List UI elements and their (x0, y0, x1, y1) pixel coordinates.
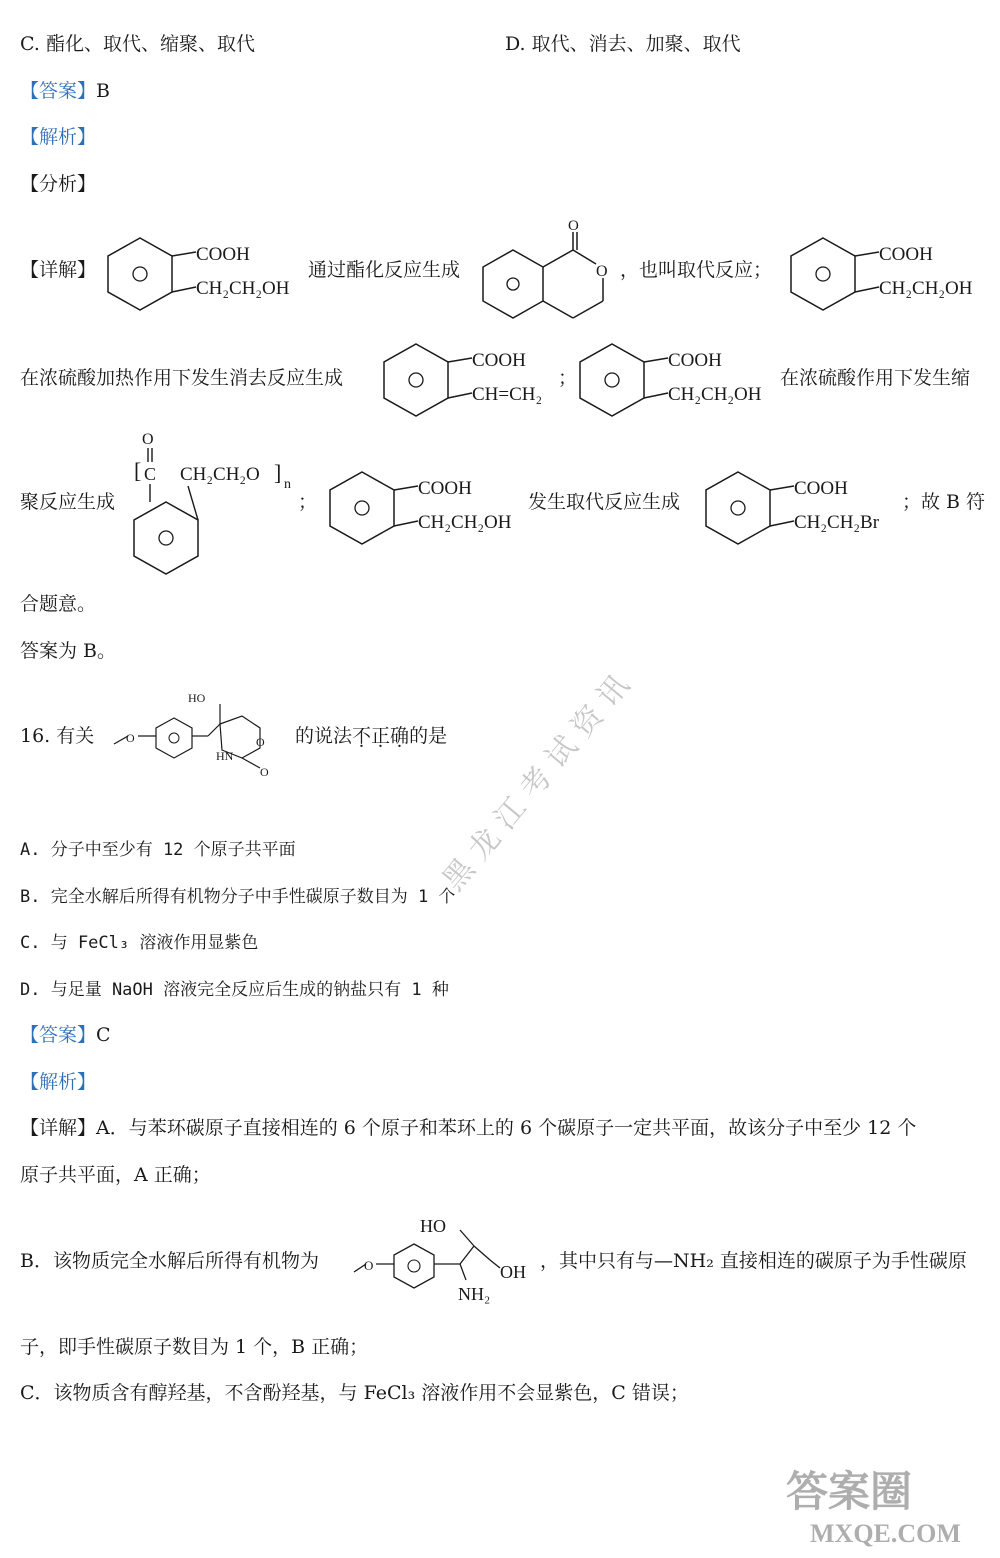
emph-char-2: 正 (371, 725, 391, 747)
methoxy-o-label: O (364, 1258, 374, 1273)
ch2ch2oh-label: CH₂CH₂OH (196, 278, 290, 299)
answer-line-16 (20, 1021, 111, 1049)
answer-value: C (96, 1024, 111, 1046)
detail-c-line: C．该物质含有醇羟基，不含酚羟基，与 FeCl₃ 溶液作用不会显紫色，C 错误； (20, 1382, 689, 1404)
ho-label: HO (420, 1216, 446, 1236)
logo-text: 答案圈 (786, 1470, 913, 1516)
structure-benzene-cooh-ch2ch2oh-4 (322, 466, 532, 546)
polymer-o-label: O (142, 431, 154, 448)
watermark-text: 黑龙江考试资讯 (436, 660, 643, 898)
ch2ch2oh-label: CH₂CH₂OH (879, 278, 973, 299)
hn-label: HN (216, 749, 234, 763)
detail-tag-16: 【详解】 (20, 1117, 97, 1139)
structure-hydrolysis-product (350, 1212, 540, 1308)
cooh-label: COOH (472, 350, 526, 371)
answer-tag: 【答案】 (20, 1024, 97, 1046)
site-logo (780, 1460, 990, 1550)
option-d: D. 取代、消去、加聚、取代 (505, 33, 741, 55)
structure-benzene-cooh-ch2ch2oh-1 (100, 232, 310, 312)
carbonyl-o-label: O (260, 765, 269, 779)
detail-a-line-2: 原子共平面，A 正确； (20, 1164, 211, 1186)
bracket-left: [ (134, 458, 142, 483)
q16-option-d: D. 与足量 NaOH 溶液完全反应后生成的钠盐只有 1 种 (20, 980, 449, 1000)
cooh-label: COOH (794, 478, 848, 499)
cooh-label: COOH (879, 244, 933, 265)
text-polymerization: 聚反应生成 (20, 491, 116, 513)
text-elimination: 在浓硫酸加热作用下发生消去反应生成 (20, 367, 344, 389)
structure-q16-oxazinanone (110, 688, 290, 782)
q16-stem-prefix: 16. 有关 (20, 725, 95, 747)
q16-stem-suffix: 的是 (409, 725, 448, 747)
answer-tag: 【答案】 (20, 80, 97, 102)
text-substitution: ，也叫取代反应； (620, 259, 773, 281)
bracket-right: ] (274, 460, 282, 485)
polymer-c-label: C (144, 464, 157, 484)
methoxy-o-label: O (126, 731, 135, 745)
cooh-label: COOH (418, 478, 472, 499)
logo-url: MXQE.COM (810, 1519, 961, 1548)
structure-benzene-cooh-ch2ch2br (698, 466, 908, 546)
text-answer-b: 答案为 B。 (20, 640, 117, 662)
answer-value: B (96, 80, 110, 102)
text-condensation: 在浓硫酸作用下发生缩 (780, 367, 971, 389)
cooh-label: COOH (668, 350, 722, 371)
q16-option-a: A. 分子中至少有 12 个原子共平面 (20, 840, 296, 860)
text-substitution-2: 发生取代反应生成 (528, 491, 681, 513)
q16-stem-rest (295, 722, 447, 750)
answer-line-15 (20, 77, 110, 105)
detail-b-line-2: 子，即手性碳原子数目为 1 个，B 正确； (20, 1336, 369, 1358)
q16-stem-mid: 的说法 (295, 725, 353, 747)
oh-label: OH (500, 1262, 526, 1282)
text-semicolon-2: ； (298, 491, 318, 513)
emph-char-1: 不 (352, 725, 372, 747)
structure-benzene-cooh-vinyl (376, 338, 556, 418)
structure-benzene-cooh-ch2ch2oh-3 (572, 338, 782, 418)
text-so-b: ；故 B 符 (902, 491, 986, 513)
ho-label: HO (188, 691, 206, 705)
cooh-label: COOH (196, 244, 250, 265)
q16-option-b: B. 完全水解后所得有机物分子中手性碳原子数目为 1 个 (20, 887, 456, 907)
ch2ch2oh-label: CH₂CH₂OH (668, 384, 762, 405)
structure-benzene-cooh-ch2ch2oh-2 (783, 232, 993, 312)
detail-a-line-1 (20, 1114, 916, 1142)
text-conclusion: 合题意。 (20, 593, 97, 615)
analysis-tag-16: 【解析】 (20, 1071, 97, 1093)
polymer-chain-label: CH₂CH₂O (180, 464, 260, 485)
structure-lactone (478, 216, 628, 320)
structure-polyester (124, 426, 304, 576)
detail-b-line-1: B．该物质完全水解后所得有机物为 (20, 1250, 319, 1272)
q16-option-c: C. 与 FeCl₃ 溶液作用显紫色 (20, 933, 259, 953)
detail-b-line-1b: ，其中只有与—NH₂ 直接相连的碳原子为手性碳原 (540, 1250, 967, 1272)
analysis-tag: 【解析】 (20, 126, 97, 148)
detail-tag: 【详解】 (20, 259, 97, 281)
text-esterification: 通过酯化反应生成 (308, 259, 461, 281)
nh2-label: NH₂ (458, 1284, 491, 1304)
ch2ch2oh-label: CH₂CH₂OH (418, 512, 512, 533)
text-semicolon-1: ； (558, 367, 578, 389)
ring-o-label: O (596, 263, 608, 280)
option-c: C. 酯化、取代、缩聚、取代 (20, 33, 255, 55)
emph-char-3: 确 (390, 725, 410, 747)
ch2ch2br-label: CH₂CH₂Br (794, 512, 880, 533)
fenxi-tag: 【分析】 (20, 173, 97, 195)
polymer-n-label: n (284, 477, 291, 492)
detail-a-text: A．与苯环碳原子直接相连的 6 个原子和苯环上的 6 个碳原子一定共平面，故该分子中至少 12 个 (96, 1117, 917, 1139)
ring-o-label: O (256, 735, 265, 749)
vinyl-label: CH=CH₂ (472, 384, 543, 405)
carbonyl-o-label: O (568, 218, 579, 234)
